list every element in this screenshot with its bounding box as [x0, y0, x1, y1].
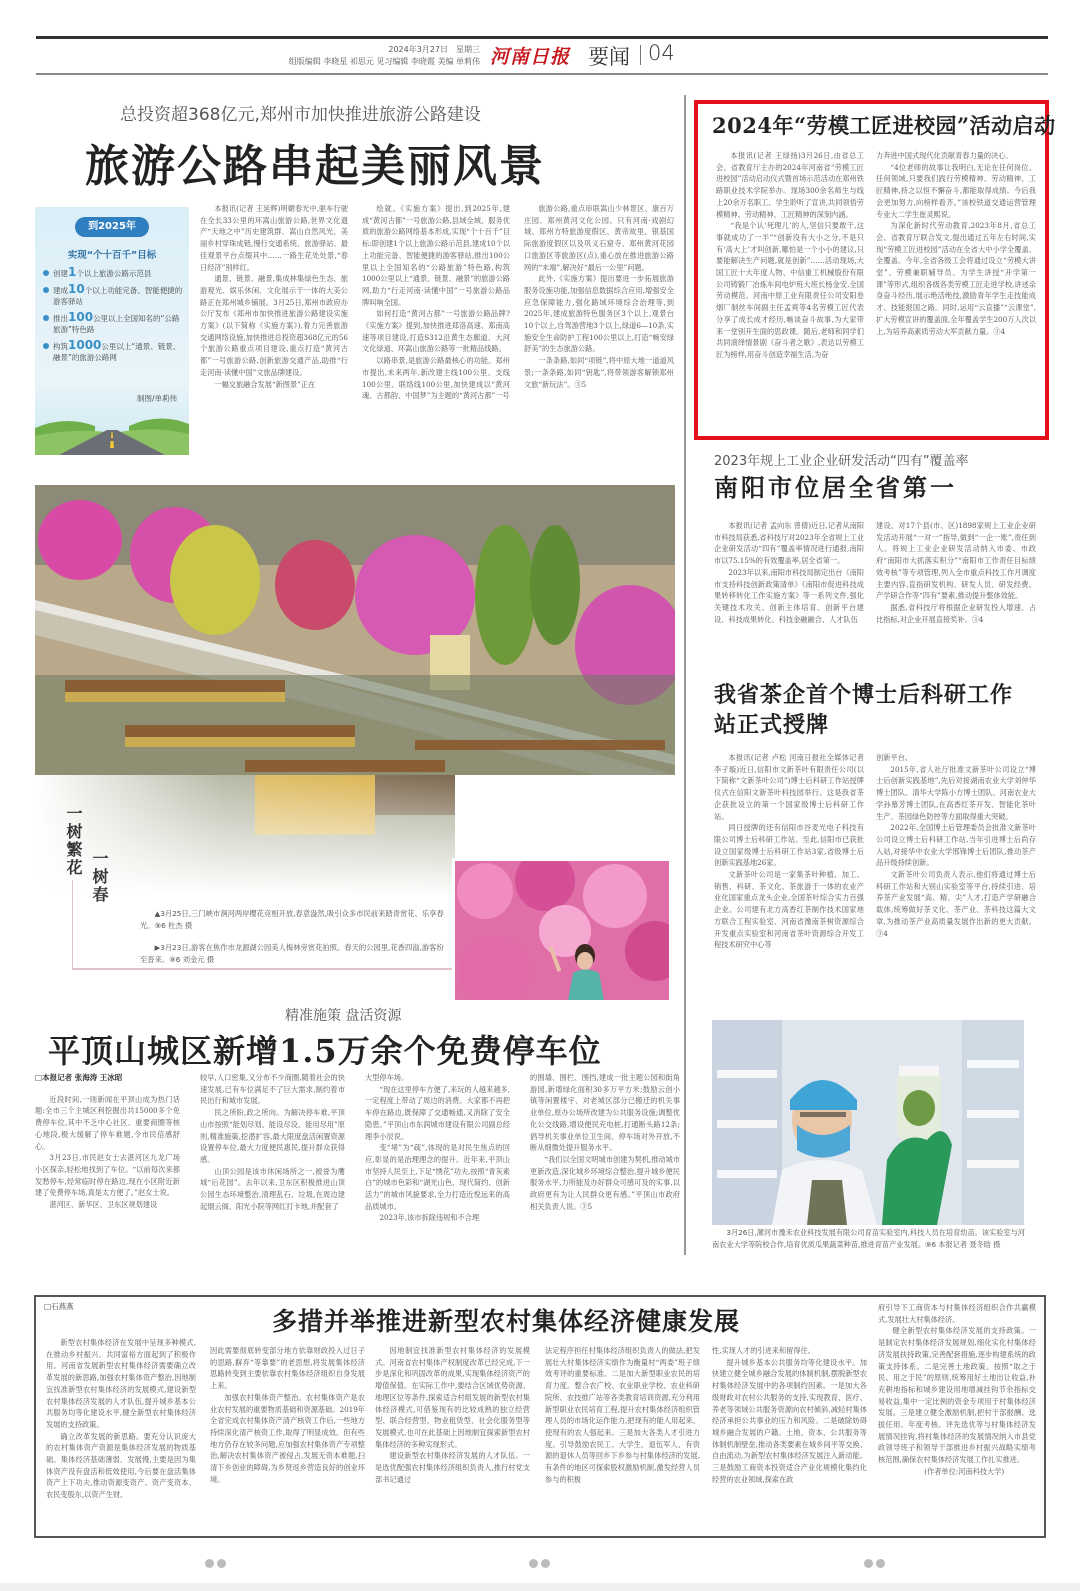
story3-kicker: 精准施策 盘活资源 — [285, 1008, 402, 1024]
infographic-item: 推出100公里以上全国知名的“公路旅游”特色路 — [43, 312, 185, 335]
infographic-credit: 制图/单莉伟 — [136, 394, 177, 403]
infographic-item: 构筑1000公里以上“通景、链景、融景”的旅游公路网 — [43, 340, 185, 363]
story3-column-3: 大型停车场。 “现在这里停车方便了,来玩的人越来越多,一定程度上带动了周边的消费。大家都不再把车停在路边,既保障了交通畅通,又消除了安全隐患。”平顶山市东润城市建设有限公司副总经理李小辰说。 变“堵”为“疏”,体现的是对民生焦点的回应,彰显的是治理理念的提升。近年来,平顶山市坚持人民至上,下足“绣花”功夫,按照“青灰素白”的城市色彩和“湖光山色、现代简约、创新活力”的城市风貌要求,全力打造近悦远来的高品质城市。 2023年,该市拆除违规和不合理 — [365, 1073, 510, 1223]
commentary-column-2: 因此需要彻底转变部分地方依靠财政投入过日子的思路,摒弃“等靠要”的老思想,将发展集体经济思路转变到主要依靠农村集体经济组织自身发展上来。 加强农村集体资产整治。农村集体资产是农业农村发展的重要物质基础和资源基础。2019年全省完成农村集体资产清产核资工作后,一些地方持续深化清产核资工作,取得了明显成效。但有些地方仍存在较多问题,应加强农村集体资产专项整治,解决农村集体资产被侵占,发展无资本难题,扫清下乡创业的障碍,为乡贤返乡营造良好的创业环境。 — [210, 1346, 365, 1484]
story4-column-2: 建设。对17个县(市、区)1898家规上工业企业研发活动开展“一对一”指导,做到“一企一账”,责任到人。将规上工业企业研发活动纳入市委、市政府“南阳市大抓落实积分”“南阳市工作责任目标绩效考核”等专项管理,列入全市重点科技工作月调度主要内容,直指研发机构、研发人员、研发经费、产学研合作等“四有”要素,推动提升整体效能。 据悉,省科技厅将根据企业研发投入增速、占比指标,对企业开展直接奖补。③4 — [876, 521, 1036, 624]
infographic-pill: 到2025年 — [75, 217, 149, 237]
feature-title-part1: 一树繁花 — [64, 805, 83, 877]
infographic-item: 建成10个以上功能完备、智能便捷的游客驿站 — [43, 284, 185, 307]
dot-icon[interactable] — [217, 1559, 226, 1568]
dot-icon[interactable] — [205, 1559, 214, 1568]
photo-caption-2: ▶3月23日,游客在焦作市龙源湖公园美人梅林旁赏花拍照。春天的公园里,花香四溢,游客纷至沓来。⑨6 刘金元 摄 — [140, 943, 444, 964]
section-name: 要闻 — [588, 45, 630, 69]
bottom-bar — [0, 1583, 1080, 1591]
pager-dots-2[interactable] — [529, 1553, 553, 1563]
infographic-title: 实现“个十百千”目标 — [67, 250, 157, 261]
dot-icon[interactable] — [541, 1559, 550, 1568]
issue-date: 2024年3月27日 星期三 — [388, 45, 480, 54]
story5-headline: 我省茶企首个博士后科研工作站正式授牌 — [714, 682, 1014, 738]
infographic-box — [35, 207, 189, 455]
dot-icon[interactable] — [876, 1559, 885, 1568]
story1-column-1: 本报讯(记者 王延辉)明媚春光中,驱车行驶在全长33公里的环嵩山旅游公路,世界文化遗产“天地之中”历史建筑群、嵩山自然风光、美丽乡村穿珠成链,慢行交通系统、旅游驿站、最佳观景平台点缀其中……一路生花处处景,“春日经济”别样红。 通景、链景、融景,集成林集绿色生态、旅游观光、娱乐休闲、文化展示于一体的大美公路正在郑州城乡铺展。3月25日,郑州市政府办公厅发布《郑州市加快推进旅游公路建设实施方案》(以下简称《实施方案》),着力完善旅游交通网络设施,加快推进总投资超368亿元的56个旅游公路重点项目建设,重点打造“黄河古都”一号旅游公路,创新旅游交通产品,助推“行走河南·读懂中国”文旅品牌建设。 一幅交旅融合发展“新图景”正在 — [200, 204, 348, 389]
story2-column-1: 本报讯(记者 王绿扬)3月26日,由省总工会、省教育厅主办的2024年河南省“劳模工匠进校园”活动启动仪式暨首场示范活动在郑州铁路职业技术学院举办。现场300余名师生与线上20余万名职工、学生聆听了宣讲,共同领悟劳模精神、劳动精神、工匠精神的深刻内涵。 “我是个认‘死理儿’的人,坚信只要敢干,这事就成功了一半”“创新没有大小之分,不是只有‘高大上’才叫创新,哪怕是一个小小的建议,只要能解决生产问题,就是创新”……活动现场,大国工匠十大年度人物、中信重工机械股份有限公司铸锻厂冶炼车间电炉班大班长杨金安,全国劳动模范、河南中原工业有限责任公司安阳卷烟厂制丝车间副主任孟爽等4名劳模工匠代表分享了成长成才经历,畅谈奋斗故事,为大家带来一堂别开生面的思政课。随后,老师和同学们共同演绎情景剧《奋斗者之歌》,表达以劳模工匠为榜样,用奋斗创造幸福生活,为奋 — [716, 151, 864, 359]
infographic-item: 创建1个以上旅游公路示范县 — [43, 267, 185, 279]
story1-column-2: 绘就。《实施方案》提出,到2025年,建成“黄河古都”一号旅游公路,县域全域、服务优质的旅游公路网络基本形成,实现“个十百千”目标:即创建1个以上旅游公路示范县,建成10个以上功能完备、智能便捷的游客驿站,推出100公里以上全国知名的“公路旅游”特色路,构筑1000公里以上“通景、链景、融景”的旅游公路网,助力“行走河南·读懂中国”一号旅游公路品牌叫响全国。 如何打造“黄河古都”一号旅游公路品牌?《实施方案》提到,加快推进郑洛高速、郑南高速等项目建设,打造S312沿黄生态廊道、大河文化绿道、环嵩山旅游公路等一批精品线路。 以路串景,是旅游公路最核心的功能。郑州市提出,未来两年,新改建主线100公里、支线100公里、联络线100公里,加快建成以“黄河魂、古都韵、中国梦”为主题的“黄河古都”一号 — [362, 204, 510, 401]
story4-kicker: 2023年规上工业企业研发活动“四有”覆盖率 — [714, 454, 969, 469]
commentary-headline: 多措并举推进新型农村集体经济健康发展 — [272, 1307, 741, 1336]
story2-column-2: 力奔进中国式现代化贡献青春力量的决心。 “4位老师的故事让我明白,无论在任何岗位、任何领域,只要我们践行劳模精神、劳动精神、工匠精神,持之以恒不懈奋斗,都能取得成绩。今后我会更加努力,向榜样看齐。”该校铁道交通运营管理专业大二学生崔灵熙说。 为深化新时代劳动教育,2023年8月,省总工会、省教育厅联合发文,提出通过五年左右时间,实现“劳模工匠进校园”活动在全省大中小学全覆盖、全覆盖。今年,全省各级工会将通过设立“劳模大讲堂”、劳模兼职辅导员、为学生讲授“开学第一课”等形式,组织各级各类劳模工匠走进学校,讲述亲身奋斗经历,展示绝活绝技,激励青年学生走技能成才、技能报国之路。同时,运用“云直播”“云课堂”,扩大劳模宣讲的覆盖面,全年覆盖学生200万人次以上,为培养高素质劳动大军贡献力量。③4 — [876, 151, 1036, 336]
story3-byline: □本报记者 张海涛 王冰昭 — [35, 1073, 123, 1082]
story4-headline: 南阳市位居全省第一 — [714, 473, 957, 502]
story1-kicker: 总投资超368亿元,郑州市加快推进旅游公路建设 — [120, 105, 481, 125]
photo-caption-1: ▲3月25日,三门峡市涧河两岸樱花竞相开放,春意盎然,吸引众多市民前来踏青赏花、乐享春光。⑨6 杜杰 摄 — [140, 909, 444, 930]
column-divider — [684, 95, 686, 1255]
infographic-list — [43, 267, 185, 368]
road-landscape-icon — [35, 410, 189, 455]
story5-column-1: 本报讯(记者 卢松 河南日报社全媒体记者 李子璇)近日,信阳市文新茶叶有限责任公司(以下简称“文新茶叶公司”)博士后科研工作站授牌仪式在信阳文新茶叶科技园举行。这是我省茶企获批设立的第一个国家级博士后科研工作站。 同日授牌的还有信阳市谷麦光电子科技有限公司博士后科研工作站。至此,信阳市已获批设立国家级博士后科研工作站3家,省级博士后创新实践基地26家。 文新茶叶公司是一家集茶叶种植、加工、销售、科研、茶文化、茶旅游于一体的农业产业化国家重点龙头企业,全国茶叶综合实力百强企业。公司建有北方高香红茶制作技术国家地方联合工程实验室、河南省豫南茶树资源综合开发重点实验室和河南省茶叶资源综合开发工程技术研究中心等 — [714, 753, 864, 950]
commentary-column-3: 因地制宜找准新型农村集体经济的发展模式。河南省农村集体产权制度改革已经完成,下一步是深化和巩固改革的成果,实现集体经济资产的增值保值。在实际工作中,要结合区域优势资源、地理区位等条件,探索适合村组发展的新型农村集体经济模式,可借鉴现有的比较成熟的独立经营型、联合经营型、物业租赁型、社会化服务型等发展模式,也可在此基础上因地制宜探索新型农村集体经济的多种实现形式。 建设新型农村集体经济发展的人才队伍。一是选优配强农村集体经济组织负责人,推行村党支部书记通过 — [375, 1346, 530, 1484]
page-number: 04 — [648, 41, 675, 65]
lab-technician-photo — [712, 1020, 1024, 1225]
story3-headline: 平顶山城区新增1.5万余个免费停车位 — [48, 1032, 602, 1070]
commentary-author: □石燕燕 — [44, 1302, 74, 1311]
commentary-column-5: 性,实现人才的引进来和留得住。 提升城乡基本公共服务均等化建设水平。加快建立健全城乡融合发展的体制机制,摆脱新型农村集体经济发展中的各项制约因素。一是加大各级财政对农村公共服务的支持,实现教育、医疗、养老等领域公共服务资源向农村倾斜,减轻村集体经济承担公共事业的压力和风险。二是破除妨碍城乡融合发展的户籍、土地、资本、公共服务等体制机制壁垒,推动各类要素在城乡间平等交换、自由流动,为新型农村集体经济发展注入新动能。三是鼓励工商资本投资适合产业化规模化集约化经营的农业领域,探索在政 — [712, 1346, 867, 1484]
pager-dots-1[interactable] — [205, 1553, 229, 1563]
newspaper-logo: 河南日报 — [490, 46, 571, 68]
header-top-rule — [36, 36, 1048, 39]
feature-title-part2: 一树春 — [90, 850, 109, 904]
commentary-column-4: 法定程序担任村集体经济组织负责人的做法,把发展壮大村集体经济实绩作为衡量村“两委”班子绩效考评的重要标准。二是加大新型职业农民的培育力度。整合农广校、农业职业学校、农业科研院所、农技推广站等各类教育培训资源,充分利用新型职业农民培育工程,提升农村集体经济组织管理人员的市场化运作能力,把现有的能人用起来、使现有的农人强起来。三是加大各类人才引进力度。引导鼓励农民工、大学生、退伍军人、有资源的退休人员等回乡下乡参与村集体经济的发展,有条件的地区可探索股权激励机制,激发经营人员参与的积极 — [545, 1346, 700, 1484]
commentary-column-1: 新型农村集体经济在发展中呈现多种模式,在推动乡村振兴、共同富裕方面起到了积极作用。河南省发展新型农村集体经济需要确立改革发展的新思路,加强农村集体资产整治,因地制宜找准新型农村集体经济的发展模式,建设新型农村集体经济发展的人才队伍,提升城乡基本公共服务均等化建设水平,健全新型农村集体经济发展的支持政策。 确立改革发展的新思路。要充分认识庞大的农村集体资产资源是集体经济发展的物质基础。集体经济基础薄弱、发展慢,主要是因为集体资产没有盘活和低效使用,今后要在盘活集体资产上下功夫,推动资源变资产、资产变资本、农民变股东,以资产生财, — [46, 1338, 196, 1500]
story3-column-2: 较早,人口密集,又分布不少商圈,随着社会的快速发展,已有车位满足不了巨大需求,制约着市民出行和城市发展。 民之所盼,政之所向。为解决停车难,平顶山市按照“能划尽划、能设尽设、能用尽用”原则,精准施策,挖潜扩容,最大限度盘活闲置资源设置停车位,最大力度便民惠民,提升群众获得感。 山顶公园是该市休闲场所之一,被誉为鹰城“后花园”。去年以来,卫东区积极推进山顶公园生态环境整治,清理乱石、垃圾,在周边建起烟云阁、阳光小院等网红打卡地,并配套了 — [200, 1073, 345, 1211]
dot-icon[interactable] — [864, 1559, 873, 1568]
dot-icon[interactable] — [529, 1559, 538, 1568]
story1-column-3: 旅游公路,重点串联嵩山少林景区、康百万庄园、郑州黄河文化公园、只有河南·戏剧幻城、郑州方特旅游度假区、黄帝故里、银基国际旅游度假区以及巩义石窟寺、郑州黄河花园口旅游区等旅游区(点),重心放在推进旅游公路网的“末端”,解决好“最后一公里”问题。 此外,《实施方案》提出要进一步拓展旅游服务设施功能,加强信息数据综合应用,增强安全应急保障能力,强化路域环境综合治理等,到2025年,建成旅游特色服务区3个以上,观景台10个以上,自驾游营地3个以上,绿道6—10条,实施安全生命防护工程100公里以上,打造“畅安绿舒美”的生态旅游公路。 一条条路,如同“项链”,将中原大地一道道风景;一条条路,如同“钥匙”,将带领游客解锁郑州文旅“新玩法”。③5 — [524, 204, 674, 389]
editor-credits: 组版编辑 李晓星 祁思元 见习编辑 李晓霞 美编 单莉伟 — [288, 57, 480, 66]
plum-blossom-visitor-photo — [452, 858, 672, 1003]
masthead-meta — [240, 44, 480, 68]
story2-headline: 2024年“劳模工匠进校园”活动启动 — [712, 113, 1056, 138]
commentary-column-6: 府引导下工商资本与村集体经济组织合作共赢模式,发展壮大村集体经济。 健全新型农村集体经济发展的支持政策。一是制定农村集体经济发展规划,细化实化村集体经济发展扶持政策,完善配套措施,逐步构建系统的政策支持体系。二是完善土地政策。按照“取之于民、用之于民”的原则,统筹用好土地出让收益,补充耕地指标和城乡建设用地增减挂钩节余指标交易收益,集中一定比例的资金专项用于村集体经济发展。三是建立健全激励机制,把村干部报酬、选拔任用、年度考核、评先选优等与村集体经济发展情况挂钩,将村集体经济的发展情况纳入市县党政领导班子和领导干部推进乡村振兴战略实绩考核范围,确保农村集体经济发展工作扎实推进。 (作者单位:河南科技大学) — [878, 1303, 1036, 1476]
story5-column-2: 创新平台。 2015年,省人社厅批准文新茶叶公司设立“博士后创新实践基地”,先后对接湖南农业大学刘仲华博士团队、清华大学陈小方博士团队、河南农业大学孙慕芳博士团队,在高香红茶开发、智能化茶叶生产、茶园绿色防控等方面取得重大突破。 2022年,全国博士后管理委员会批准文新茶叶公司设立博士后科研工作站,当年引进博士后尚存入站,对接华中农业大学邢锋博士后团队,推动茶产品升级持续创新。 文新茶叶公司负责人表示,他们将通过博士后科研工作站和大别山实验室等平台,持续引进、培养茶产业发展“高、精、尖”人才,打造产学研融合载体,统筹做好茶文化、茶产业、茶科技这篇大文章,为推动茶产业高质量发展作出新的更大贡献。③4 — [876, 753, 1036, 938]
story3-column-4: 的围墙、围栏、围挡,建成一批主题公园和街角游园,新增绿化面积30多万平方米;鼓励云创小镇等闲置楼宇、对老城区部分已搬迁的机关事业单位,原办公场所改建为公共服务设施;调整优化公交线路,增设便民充电桩,打通断头路12条;倡导机关事业单位卫生间、停车场对外开放,不断从细微处提升服务水平。 “我们以全国文明城市创建为契机,推动城市更新改造,深化城乡环境综合整治,提升城乡便民服务水平,力所能及办好群众可感可及的实事,以政府更有为让人民群众更有感。”平顶山市政府相关负责人说。③5 — [530, 1073, 680, 1211]
story1-headline: 旅游公路串起美丽风景 — [85, 141, 545, 192]
pager-dots-3[interactable] — [864, 1553, 888, 1563]
masthead-divider — [640, 45, 641, 65]
header-bottom-rule — [36, 73, 1048, 75]
story3-column-1: □本报记者 张海涛 王冰昭 近段时间,一则新闻在平顶山成为热门话题:全市三个主城区利挖掘出共15000多个免费停车位,其中不乏中心社区、重要商圈等核心地段,极大缓解了停车难题,令市民倍感舒心。 3月23日,市民赵女士去湛河区九龙广场小区探亲,轻松地找到了车位。“以前每次来都发愁停车,经常临时停在路边,现在小区附近新建了免费停车场,真是太方便了。”赵女士说。 湛河区、新华区、卫东区规划建设 — [35, 1073, 180, 1210]
cherry-blossom-river-photo — [35, 485, 675, 775]
story4-column-1: 本报讯(记者 孟向东 曾倩)近日,记者从南阳市科技局获悉,省科技厅对2023年全省规上工业企业研发活动“四有”覆盖率情况进行通报,南阳市以75.15%的有效覆盖率,居全省第一。 2023年以来,南阳市科技局制定出台《南阳市支持科技创新政策清单》《南阳市促进科技成果转移转化工作实施方案》等一系列文件,强化关键技术攻关、创新主体培育、创新平台建设、科技成果转化、科技金融融合、人才队伍 — [714, 521, 864, 624]
lab-photo-caption: 3月26日,漯河市豫禾农业科技发展有限公司育苗实验室内,科技人员在培育幼苗。该实验室与河南农业大学等院校合作,培育优质瓜果蔬菜种苗,推进育苗产业发展。⑨6 本报记者 聂冬晗 摄 — [712, 1228, 1025, 1249]
